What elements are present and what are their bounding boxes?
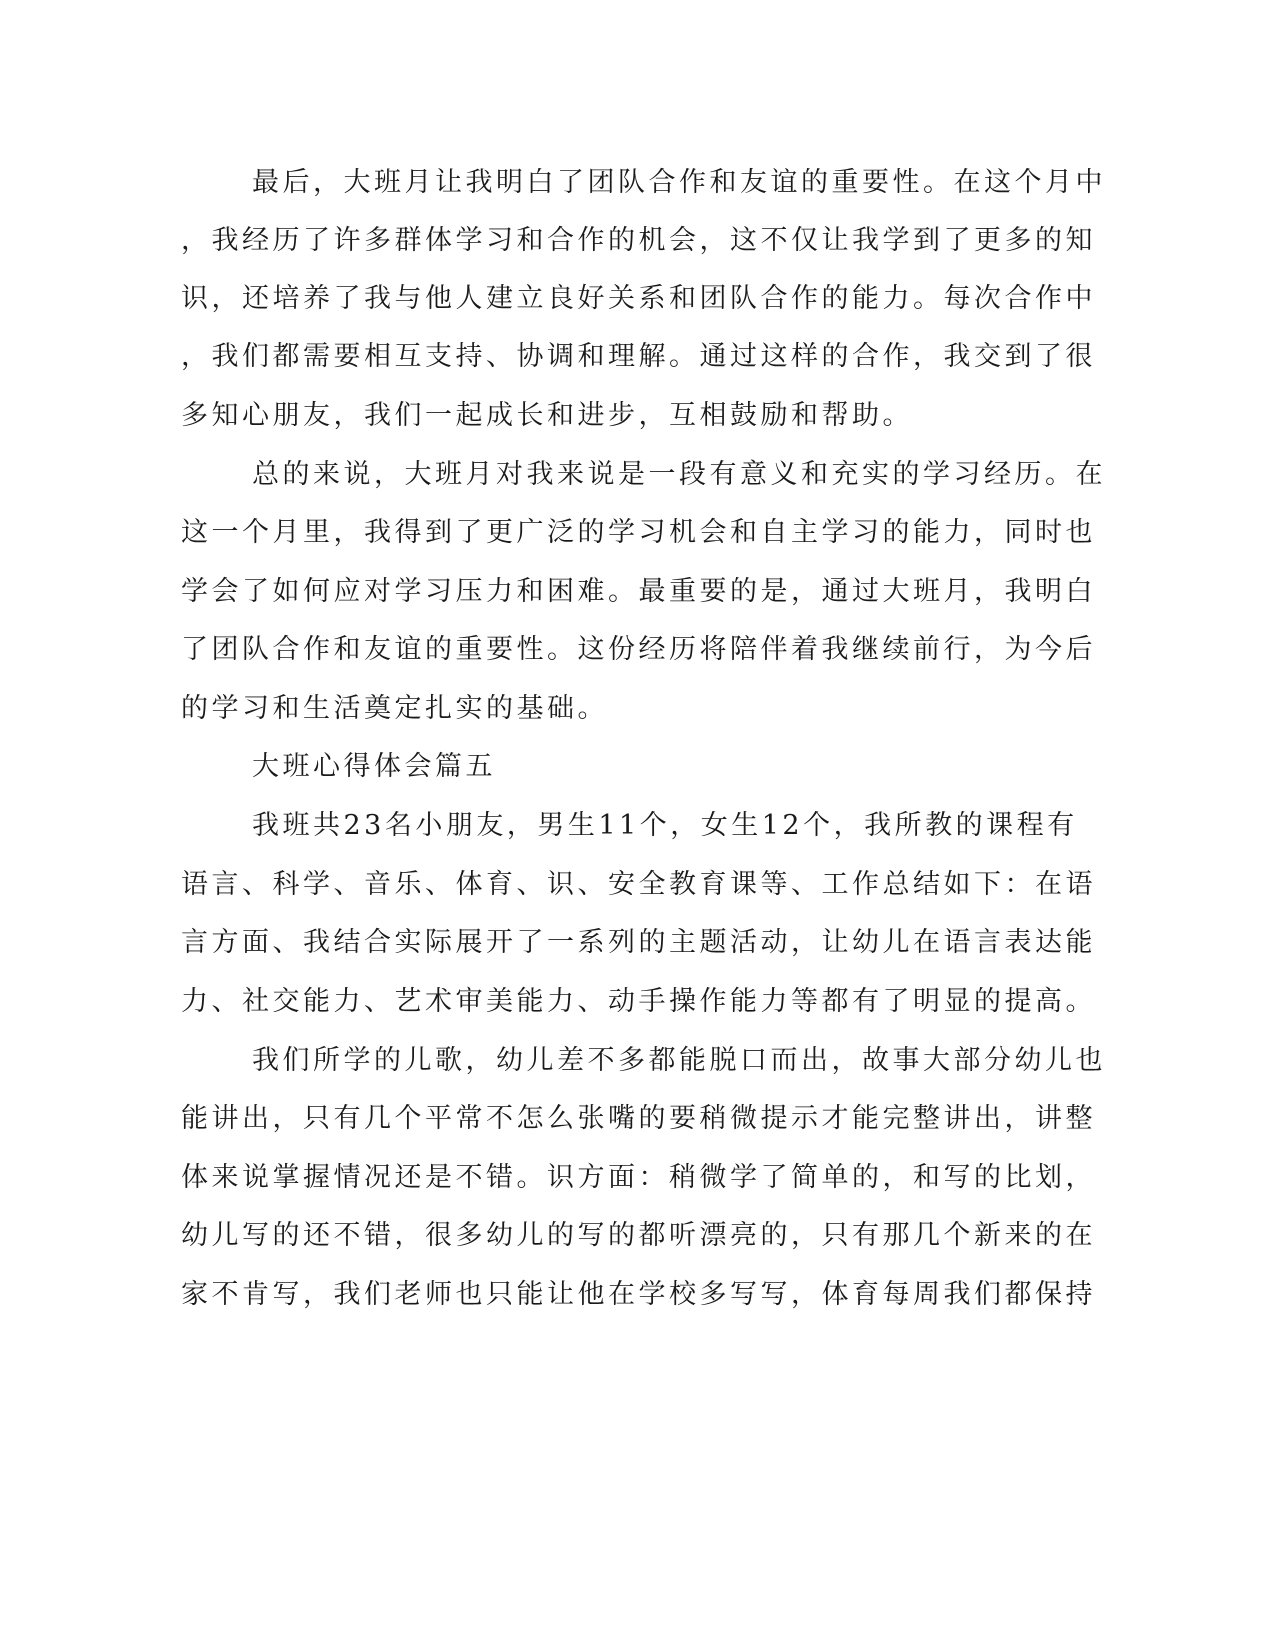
paragraph-line: 的学习和生活奠定扎实的基础。	[181, 693, 608, 724]
paragraph-line: 幼儿写的还不错，很多幼儿的写的都听漂亮的，只有那几个新来的在	[181, 1220, 1096, 1251]
paragraph-line: 我班共23名小朋友，男生11个，女生12个，我所教的课程有	[252, 810, 1078, 841]
paragraph-line: 语言、科学、音乐、体育、识、安全教育课等、工作总结如下：在语	[181, 869, 1096, 900]
paragraph-line: 言方面、我结合实际展开了一系列的主题活动，让幼儿在语言表达能	[181, 927, 1096, 958]
paragraph-line: 学会了如何应对学习压力和困难。最重要的是，通过大班月，我明白	[181, 576, 1096, 607]
paragraph-line: 能讲出，只有几个平常不怎么张嘴的要稍微提示才能完整讲出，讲整	[181, 1103, 1096, 1134]
paragraph-line: 我们所学的儿歌，幼儿差不多都能脱口而出，故事大部分幼儿也	[252, 1045, 1106, 1076]
paragraph-line: 多知心朋友，我们一起成长和进步，互相鼓励和帮助。	[181, 400, 913, 431]
section-heading: 大班心得体会篇五	[252, 751, 496, 782]
paragraph-line: 了团队合作和友谊的重要性。这份经历将陪伴着我继续前行，为今后	[181, 634, 1096, 665]
paragraph-line: 识，还培养了我与他人建立良好关系和团队合作的能力。每次合作中	[181, 283, 1096, 314]
paragraph-line: 总的来说，大班月对我来说是一段有意义和充实的学习经历。在	[252, 459, 1106, 490]
paragraph-line: 最后，大班月让我明白了团队合作和友谊的重要性。在这个月中	[252, 167, 1106, 198]
paragraph-line: ，我经历了许多群体学习和合作的机会，这不仅让我学到了更多的知	[181, 225, 1096, 256]
paragraph-line: 家不肯写，我们老师也只能让他在学校多写写，体育每周我们都保持	[181, 1279, 1096, 1310]
paragraph-line: 力、社交能力、艺术审美能力、动手操作能力等都有了明显的提高。	[181, 986, 1096, 1017]
paragraph-line: 体来说掌握情况还是不错。识方面：稍微学了简单的，和写的比划，	[181, 1162, 1096, 1193]
paragraph-line: ，我们都需要相互支持、协调和理解。通过这样的合作，我交到了很	[181, 341, 1096, 372]
paragraph-line: 这一个月里，我得到了更广泛的学习机会和自主学习的能力，同时也	[181, 517, 1096, 548]
